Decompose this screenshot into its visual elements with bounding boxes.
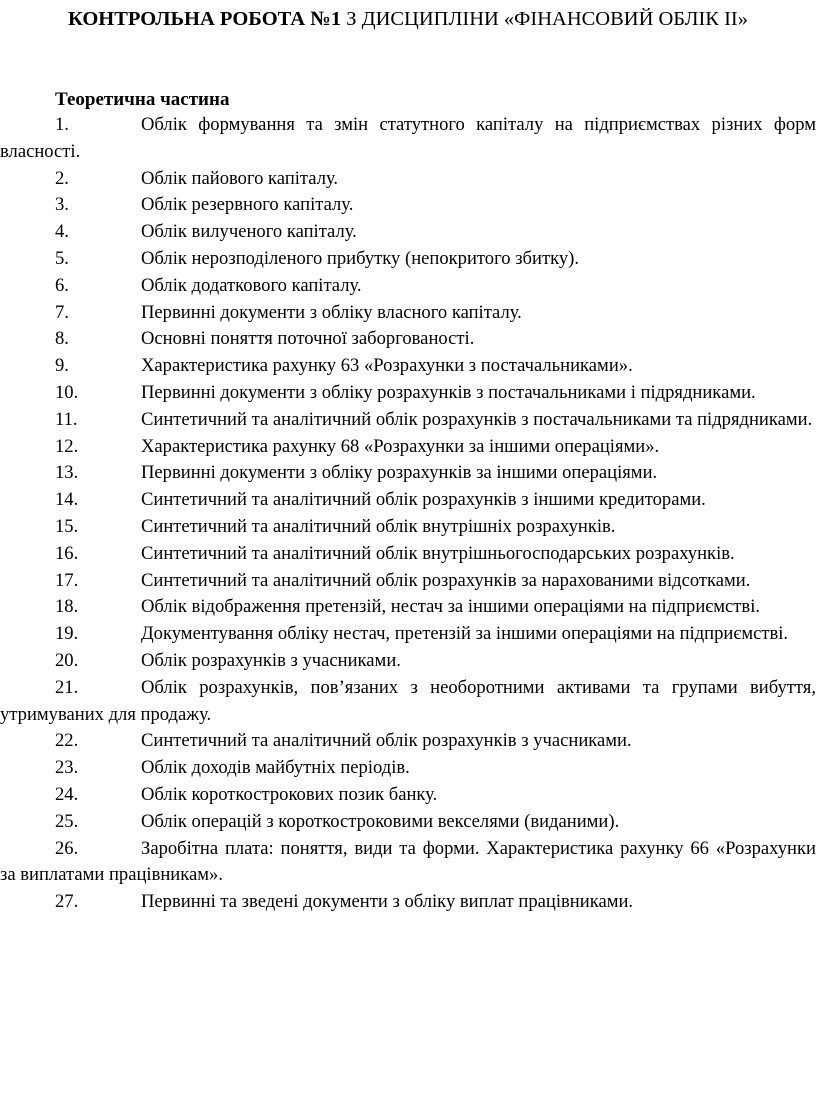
question-text: Облік вилученого капіталу.: [141, 221, 357, 243]
question-text: Облік короткострокових позик банку.: [141, 783, 438, 805]
question-item: [0, 487, 816, 514]
question-item: [0, 273, 816, 300]
question-text: Синтетичний та аналітичний облік розрахунків з іншими кредиторами.: [141, 489, 706, 511]
question-number: 24.: [55, 783, 79, 805]
question-item: [0, 782, 816, 809]
question-number: 23.: [55, 757, 79, 779]
question-text: Синтетичний та аналітичний облік розрахунків за нарахованими відсотками.: [141, 569, 751, 591]
question-text: Облік розрахунків, пов’язаних з необоротними активами та групами вибуття, утримуваних для продажу.: [0, 676, 816, 725]
question-text: Синтетичний та аналітичний облік внутрішньогосподарських розрахунків.: [141, 542, 735, 564]
question-text: Документування обліку нестач, претензій за іншими операціями на підприємстві.: [141, 623, 789, 645]
question-text: Заробітна плата: поняття, види та форми. Характеристика рахунку 66 «Розрахунки за виплатами працівникам».: [0, 837, 816, 886]
question-item: [0, 594, 816, 621]
question-number: 13.: [55, 462, 79, 484]
question-item: [0, 568, 816, 595]
question-text: Синтетичний та аналітичний облік розрахунків з учасниками.: [141, 730, 632, 752]
question-number: 8.: [55, 328, 69, 350]
question-text: Облік нерозподіленого прибутку (непокритого збитку).: [141, 247, 580, 269]
question-item: [0, 219, 816, 246]
question-number: 16.: [55, 542, 79, 564]
question-text: Характеристика рахунку 63 «Розрахунки з постачальниками».: [141, 355, 633, 377]
question-number: 22.: [55, 730, 79, 752]
question-number: 17.: [55, 569, 79, 591]
section-heading: Теоретична частина: [55, 89, 230, 110]
document-title: [0, 4, 816, 35]
question-text: Синтетичний та аналітичний облік розрахунків з постачальниками та підрядниками.: [141, 408, 813, 430]
question-text: Облік відображення претензій, нестач за іншими операціями на підприємстві.: [141, 596, 761, 618]
document-title-bold: КОНТРОЛЬНА РОБОТА №1: [67, 8, 342, 30]
question-item: [0, 889, 816, 916]
question-item: [0, 380, 816, 407]
question-item: [0, 621, 816, 648]
question-text: Первинні документи з обліку власного капіталу.: [141, 301, 522, 323]
question-text: Синтетичний та аналітичний облік внутрішніх розрахунків.: [141, 515, 616, 537]
question-item: [0, 514, 816, 541]
question-item: [0, 434, 816, 461]
question-text: Облік операцій з короткостроковими векселями (виданими).: [141, 810, 620, 832]
question-number: 20.: [55, 649, 79, 671]
document-title-rest: З ДИСЦИПЛІНИ «ФІНАНСОВИЙ ОБЛІК ІІ»: [341, 8, 749, 30]
question-text: Первинні та зведені документи з обліку виплат працівниками.: [141, 891, 634, 913]
question-item: [0, 407, 816, 434]
question-item: [0, 326, 816, 353]
question-number: 4.: [55, 221, 69, 243]
question-number: 11.: [55, 408, 78, 430]
question-text: Первинні документи з обліку розрахунків з постачальниками і підрядниками.: [141, 381, 756, 403]
question-number: 14.: [55, 489, 79, 511]
question-item: [0, 300, 816, 327]
question-list: [0, 112, 816, 916]
question-number: 10.: [55, 381, 79, 403]
question-item: [0, 541, 816, 568]
question-item: [0, 166, 816, 193]
question-item: [0, 675, 816, 729]
question-text: Облік доходів майбутніх періодів.: [141, 757, 410, 779]
question-number: 1.: [55, 114, 69, 135]
question-number: 2.: [55, 167, 69, 189]
question-number: 9.: [55, 355, 69, 377]
question-number: 15.: [55, 515, 79, 537]
question-item: [0, 460, 816, 487]
question-text: Облік формування та змін статутного капіталу на підприємствах різних форм власності.: [0, 114, 816, 162]
question-item: [0, 192, 816, 219]
question-number: 6.: [55, 274, 69, 296]
question-text: Первинні документи з обліку розрахунків за іншими операціями.: [141, 462, 658, 484]
question-number: 27.: [55, 891, 79, 913]
question-item: [0, 836, 816, 890]
question-text: Облік додаткового капіталу.: [141, 274, 362, 296]
question-number: 25.: [55, 810, 79, 832]
question-number: 26.: [55, 837, 79, 859]
question-item: [0, 112, 816, 166]
question-text: Характеристика рахунку 68 «Розрахунки за іншими операціями».: [141, 435, 660, 457]
question-number: 7.: [55, 301, 69, 323]
question-text: Облік пайового капіталу.: [141, 167, 339, 189]
question-number: 12.: [55, 435, 79, 457]
question-item: [0, 728, 816, 755]
question-item: [0, 353, 816, 380]
question-item: [0, 648, 816, 675]
question-number: 21.: [55, 676, 79, 698]
question-number: 5.: [55, 247, 69, 269]
question-item: [0, 246, 816, 273]
question-text: Облік розрахунків з учасниками.: [141, 649, 401, 671]
question-item: [0, 809, 816, 836]
question-text: Основні поняття поточної заборгованості.: [141, 328, 475, 350]
question-item: [0, 755, 816, 782]
question-number: 18.: [55, 596, 79, 618]
question-number: 19.: [55, 623, 79, 645]
question-text: Облік резервного капіталу.: [141, 194, 354, 216]
question-number: 3.: [55, 194, 69, 216]
